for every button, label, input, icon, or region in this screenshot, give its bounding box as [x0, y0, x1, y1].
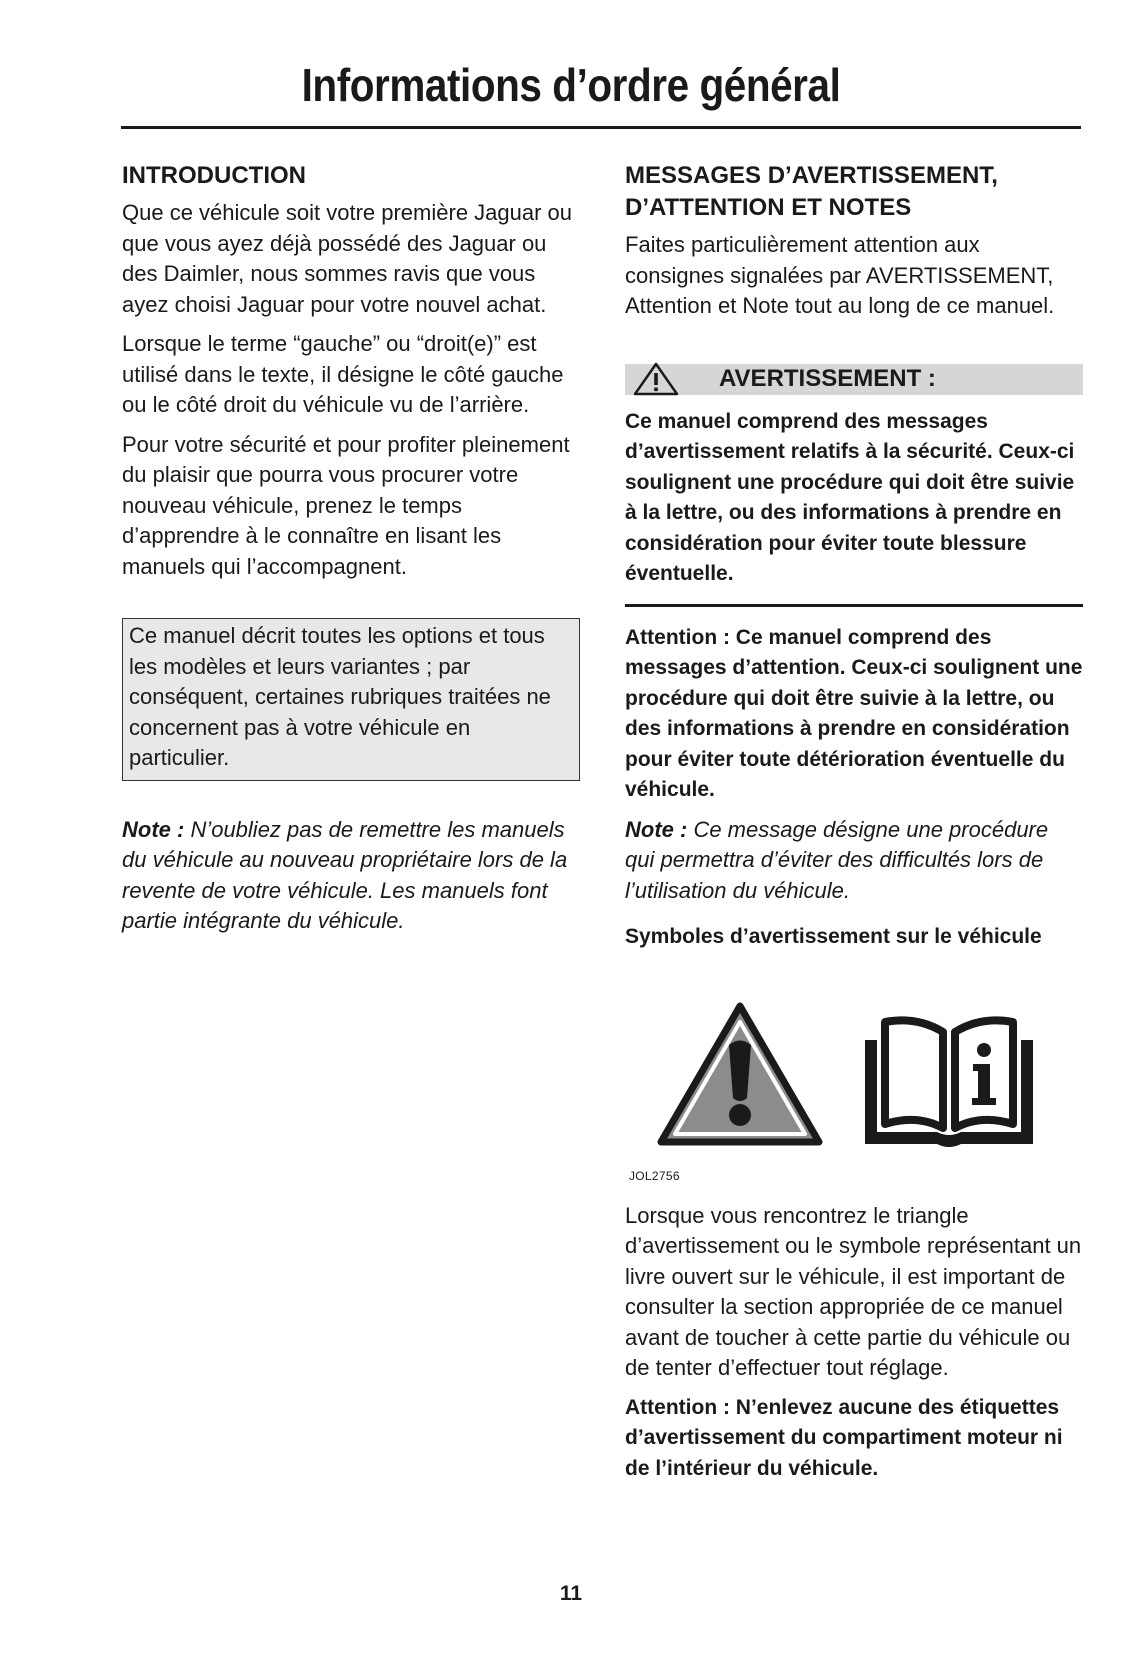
note-label: Note :: [122, 816, 185, 842]
introduction-heading: INTRODUCTION: [122, 162, 306, 189]
right-column: [625, 160, 1083, 1493]
attention-text: Attention : Ce manuel comprend des messages d’attention. Ceux-ci soulignent une procédure qui doit être suivie à la lettre, ou des informations à prendre en considération pour éviter toute détérioration éventuelle du véhicule.: [625, 625, 1083, 801]
intro-paragraph-1: Que ce véhicule soit votre première Jaguar ou que vous ayez déjà possédé des Jaguar ou des Daimler, nous sommes ravis que vous ayez choisi Jaguar pour votre nouvel achat.: [122, 200, 573, 317]
options-info-box: [122, 618, 580, 781]
page-number: 11: [559, 1582, 583, 1605]
note-text: N’oubliez pas de remettre les manuels du véhicule au nouveau propriétaire lors de la revente de votre véhicule. Les manuels font partie intégrante du véhicule.: [122, 816, 568, 933]
warning-symbols-figure: [625, 995, 1083, 1155]
message-note: [625, 815, 1083, 907]
warning-text: Ce manuel comprend des messages d’avertissement relatifs à la sécurité. Ceux-ci soulignent une procédure qui doit être suivie à la lettre, ou des informations à prendre en considération pour éviter toute blessure éventuelle.: [625, 409, 1075, 585]
messages-intro: Faites particulièrement attention aux consignes signalées par AVERTISSEMENT, Attention et Note tout au long de ce manuel.: [625, 232, 1055, 318]
intro-paragraph-2: Lorsque le terme “gauche” ou “droit(e)” est utilisé dans le texte, il désigne le côté gauche ou le côté droit du véhicule vu de l’arrière.: [122, 331, 564, 417]
note-text: Ce message désigne une procédure qui permettra d’éviter des difficultés lors de l’utilisation du véhicule.: [625, 816, 1049, 903]
handover-note: [122, 815, 580, 937]
open-book-info-icon: [859, 1010, 1039, 1155]
left-column: [122, 160, 580, 946]
warning-rule: [625, 604, 1083, 607]
symbols-heading: Symboles d’avertissement sur le véhicule: [625, 925, 1042, 948]
warning-triangle-icon: [625, 362, 687, 396]
messages-heading: MESSAGES D’AVERTISSEMENT, D’ATTENTION ET NOTES: [625, 162, 998, 221]
warning-triangle-symbol-icon: [655, 1000, 825, 1155]
title-rule: [121, 126, 1081, 129]
symbols-explanation: Lorsque vous rencontrez le triangle d’avertissement ou le symbole représentant un livre ouvert sur le véhicule, il est important de consulter la section appropriée de ce manuel avant de toucher à cette partie du véhicule ou de tenter d’effectuer tout réglage.: [625, 1202, 1082, 1380]
note-label: Note :: [625, 816, 688, 842]
intro-paragraph-3: Pour votre sécurité et pour profiter pleinement du plaisir que pourra vous procurer votre nouveau véhicule, prenez le temps d’apprendre à le connaître en lisant les manuels qui l’accompagnent.: [122, 431, 570, 579]
warning-title: AVERTISSEMENT :: [719, 365, 936, 392]
warning-header: [625, 364, 1083, 395]
figure-code: JOL2756: [629, 1168, 680, 1183]
options-info-text: Ce manuel décrit toutes les options et tous les modèles et leurs variantes ; par conséquent, certaines rubriques traitées ne concernent pas à votre véhicule en particulier.: [129, 623, 551, 770]
labels-attention: Attention : N’enlevez aucune des étiquettes d’avertissement du compartiment moteur ni de l’intérieur du véhicule.: [625, 1395, 1063, 1480]
page-title: Informations d’ordre général: [301, 59, 841, 111]
handover-note-paragraph: [122, 815, 580, 937]
